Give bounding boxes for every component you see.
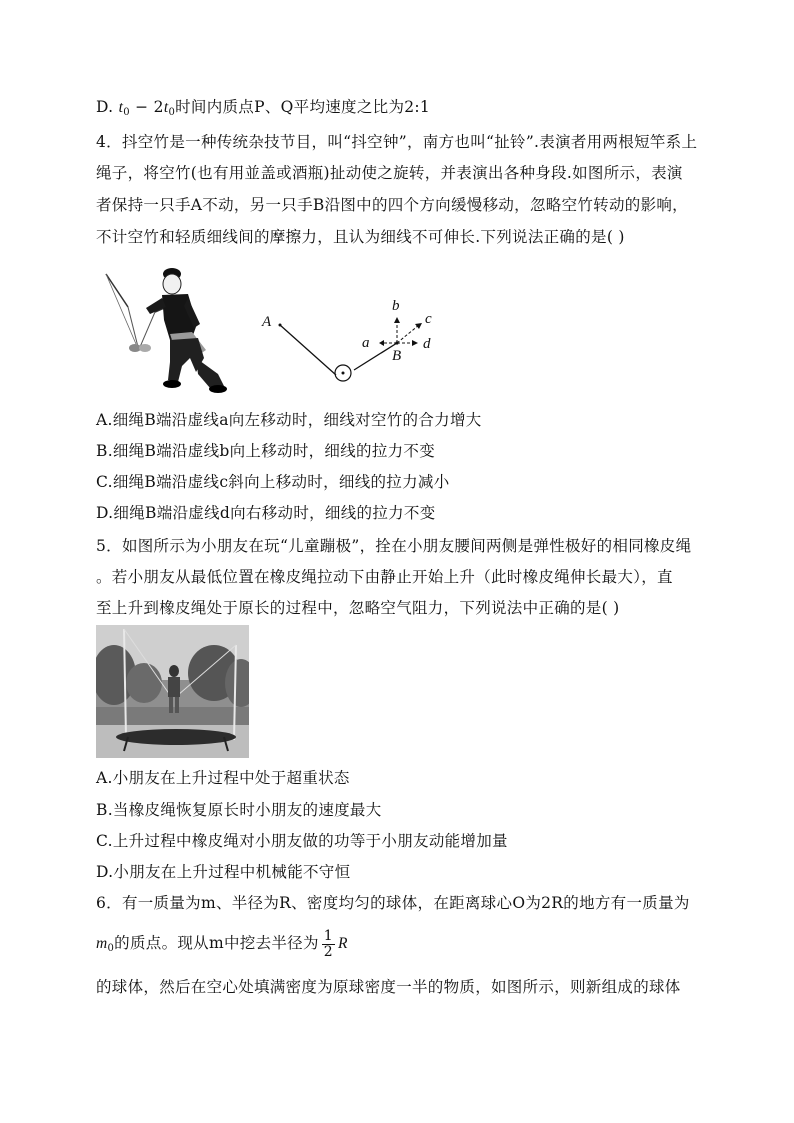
q3-option-d-prefix: D. [96, 98, 119, 116]
q3-t: t [163, 99, 169, 116]
q3-t0: t [118, 99, 124, 116]
q5-stem-line1: 5．如图所示为小朋友在玩“儿童蹦极”，拴在小朋友腰间两侧是弹性极好的相同橡皮绳 [96, 537, 692, 555]
q3-t0-sub: 0 [123, 107, 130, 118]
rope-direction-diagram [258, 292, 448, 392]
q4-option-d: D.细绳B端沿虚线d向右移动时，细线的拉力不变 [96, 504, 436, 522]
q5-option-c: C.上升过程中橡皮绳对小朋友做的功等于小朋友动能增加量 [96, 832, 508, 850]
q6-stem-line2 [96, 926, 348, 966]
label-direction-c: c [425, 311, 432, 327]
q6-fraction [322, 929, 335, 960]
q6-fraction-numerator: 1 [323, 927, 333, 944]
q6-fraction-denominator: 2 [323, 943, 333, 960]
q6-m0: m [96, 935, 108, 952]
label-b-point: B [392, 348, 402, 364]
q4-option-c: C.细绳B端沿虚线c斜向上移动时，细线的拉力减小 [96, 473, 450, 491]
q6-line2-text: 的质点。现从m中挖去半径为 [114, 934, 319, 952]
q5-stem-line3: 至上升到橡皮绳处于原长的过程中，忽略空气阻力，下列说法中正确的是( ) [96, 599, 620, 617]
label-direction-d: d [423, 336, 431, 352]
q4-stem-line3: 者保持一只手A不动，另一只手B沿图中的四个方向缓慢移动，忽略空竹转动的影响， [96, 196, 688, 214]
q4-stem-line1: 4．抖空竹是一种传统杂技节目，叫“抖空钟”，南方也叫“扯铃”.表演者用两根短竿系上 [96, 133, 698, 151]
diabolo-performer-figure [100, 262, 250, 397]
label-direction-b: b [392, 298, 400, 314]
q5-stem-line2: 。若小朋友从最低位置在橡皮绳拉动下由静止开始上升（此时橡皮绳伸长最大），直 [96, 568, 673, 586]
q6-fraction-r: R [338, 935, 348, 952]
q6-stem-line1: 6．有一质量为m、半径为R、密度均匀的球体，在距离球心O为2R的地方有一质量为 [96, 894, 690, 912]
label-a-point: A [262, 314, 272, 330]
q3-option-d [96, 97, 430, 123]
q4-option-b: B.细绳B端沿虚线b向上移动时，细线的拉力不变 [96, 442, 436, 460]
q4-stem-line4: 不计空竹和轻质细线间的摩擦力，且认为细线不可伸长.下列说法正确的是( ) [96, 228, 625, 246]
q3-option-d-text: 时间内质点P、Q平均速度之比为2:1 [175, 98, 431, 116]
q4-option-a: A.细绳B端沿虚线a向左移动时，细线对空竹的合力增大 [96, 411, 482, 429]
q3-t-sub: 0 [168, 107, 176, 118]
q6-stem-line3: 的球体，然后在空心处填满密度为原球密度一半的物质，如图所示，则新组成的球体 [96, 978, 681, 996]
q3-minus: − 2 [129, 98, 164, 116]
q5-option-d: D.小朋友在上升过程中机械能不守恒 [96, 863, 351, 881]
q4-stem-line2: 绳子，将空竹(也有用並盖或酒瓶)扯动使之旋转，并表演出各种身段.如图所示，表演 [96, 164, 683, 182]
kids-bungee-photo [96, 625, 249, 758]
q5-option-a: A.小朋友在上升过程中处于超重状态 [96, 769, 350, 787]
q5-option-b: B.当橡皮绳恢复原长时小朋友的速度最大 [96, 801, 382, 819]
label-direction-a: a [362, 335, 370, 351]
q6-m0-sub: 0 [107, 943, 115, 954]
